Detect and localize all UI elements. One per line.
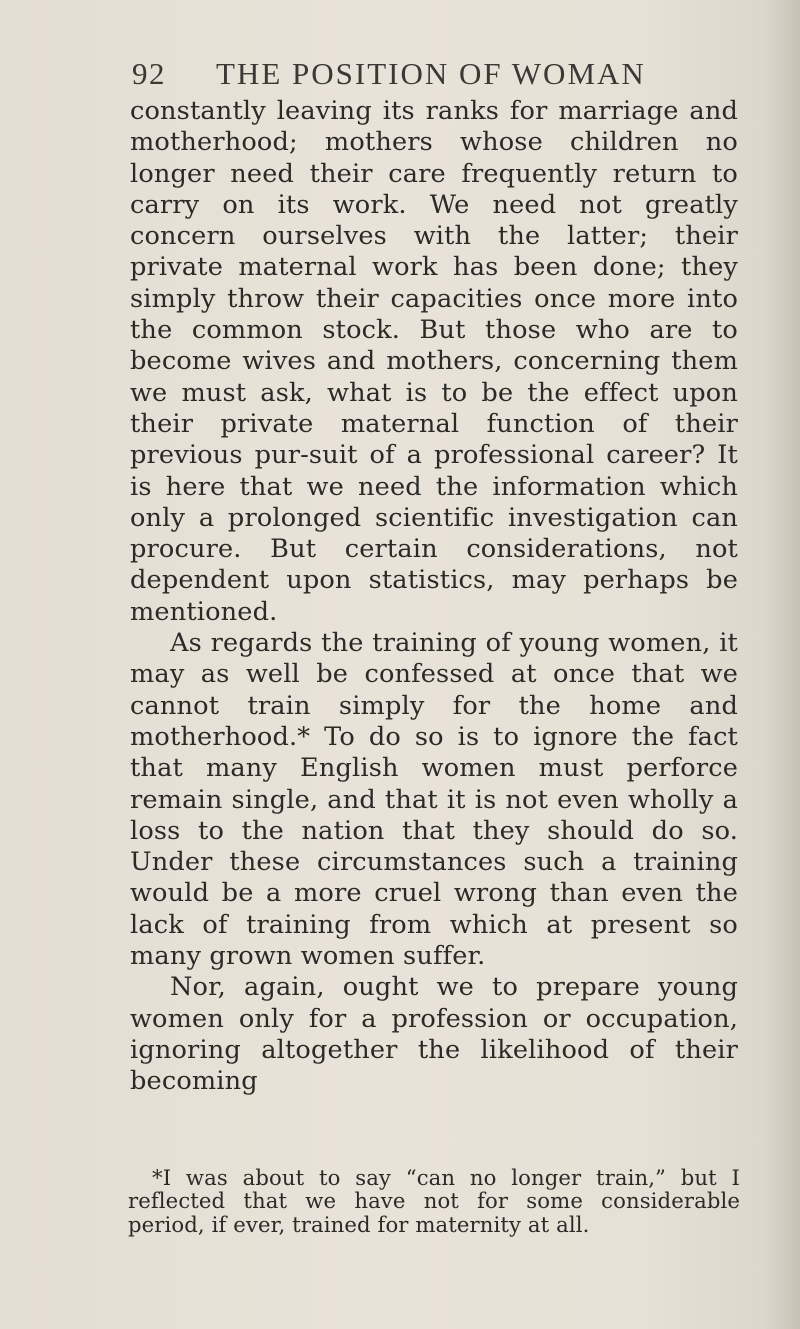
running-head <box>132 56 752 100</box>
paragraph-3: Nor, again, ought we to prepare young women only for a profession or occupation, ignoring altogether the likelihood of their becoming <box>130 972 738 1097</box>
running-title: THE POSITION OF WOMAN <box>216 56 646 91</box>
paragraph-2: As regards the training of young women, it may as well be confessed at once that we cannot train simply for the home and motherhood.* To do so is to ignore the fact that many English women must perforce remain single, and that it is not even wholly a loss to the nation that they should do so. Under these circumstances such a training would be a more cruel wrong than even the lack of training from which at present so many grown women suffer. <box>130 628 738 972</box>
page-number: 92 <box>132 56 166 91</box>
body-text <box>130 96 738 1098</box>
footnote: *I was about to say “can no longer train,” but I reflected that we have not for some considerable period, if ever, trained for maternity at all. <box>128 1165 740 1237</box>
paragraph-1: constantly leaving its ranks for marriage and motherhood; mothers whose children no longer need their care frequently return to carry on its work. We need not greatly concern ourselves with the latter; their private maternal work has been done; they simply throw their capacities once more into the common stock. But those who are to become wives and mothers, concerning them we must ask, what is to be the effect upon their private maternal function of their previous pur-suit of a professional career? It is here that we need the information which only a prolonged scientific investigation can procure. But certain considerations, not dependent upon statistics, may perhaps be mentioned. <box>130 96 738 627</box>
